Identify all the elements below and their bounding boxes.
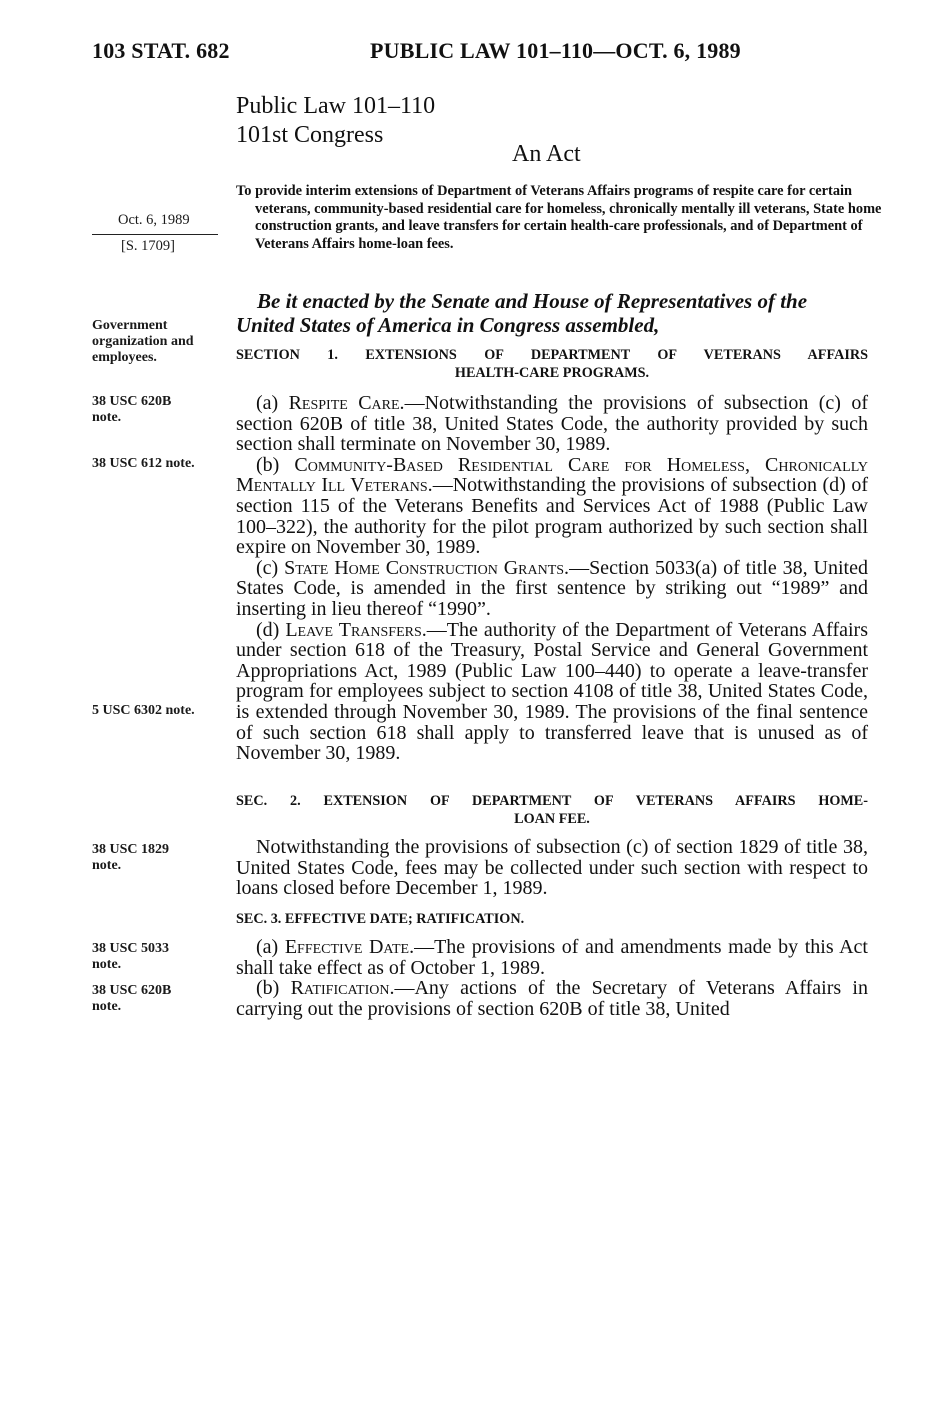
subsection-3b (236, 978, 868, 1019)
margin-note-612: 38 USC 612 note. (92, 456, 195, 471)
section-1-heading (236, 346, 868, 382)
margin-note-line: Government (92, 318, 168, 333)
subsection-caption: Ratification. (290, 977, 395, 1000)
margin-note-line: employees. (92, 350, 157, 365)
margin-note-line: note. (92, 858, 122, 873)
margin-note-government (92, 318, 194, 366)
subsection-label: (d) (256, 618, 286, 641)
margin-note-line: 38 USC 5033 (92, 941, 170, 956)
margin-note-line: organization and (92, 334, 194, 349)
subsection-caption: Effective Date. (284, 936, 415, 958)
margin-note-line: note. (92, 410, 122, 425)
section-heading-line: SEC. 2. EXTENSION OF DEPARTMENT OF VETERANS AFFAIRS HOME- (236, 793, 868, 809)
section-heading-line: HEALTH-CARE PROGRAMS. (454, 365, 650, 381)
subsection-caption: State Home Construction Grants. (284, 556, 570, 579)
subsection-1c (236, 558, 868, 620)
subsection-3a (236, 937, 868, 978)
subsection-1a (236, 393, 868, 455)
section-3-body (236, 937, 868, 1019)
margin-date: Oct. 6, 1989 (118, 212, 190, 228)
subsection-1d (236, 620, 868, 764)
law-number: Public Law 101–110 (236, 93, 436, 119)
section-2-text: Notwithstanding the provisions of subsection (c) of section 1829 of title 38, United States Code, fees may be collected under such section with respect to loans closed before December 1, 1989. (236, 836, 868, 900)
margin-note-line: note. (92, 957, 122, 972)
subsection-caption: Respite Care. (288, 392, 405, 414)
section-heading-line: LOAN FEE. (514, 811, 590, 827)
an-act-heading: An Act (512, 141, 581, 167)
subsection-text: —Section 5033(a) of title 38, United States Code, is amended in the first sentence by striking out “1989” and inserting in lieu thereof “1990”. (236, 556, 868, 620)
margin-note-6302: 5 USC 6302 note. (92, 703, 195, 718)
margin-note-line: 38 USC 620B (92, 983, 172, 998)
section-heading-line: SECTION 1. EXTENSIONS OF DEPARTMENT OF VETERANS AFFAIRS (236, 347, 868, 363)
subsection-text: —Any actions of the Secretary of Veterans Affairs in carrying out the provisions of section 620B of title 38, United (236, 977, 868, 1020)
act-purpose: To provide interim extensions of Department of Veterans Affairs programs of respite care for certain veterans, community-based residential care for homeless, chronically mentally ill veterans, State home construction grants, and leave transfers for certain health-care professionals, and of Department of Veterans Affairs home-loan fees. (236, 183, 882, 252)
subsection-label: (b) (256, 453, 295, 476)
page-stat-number: 103 STAT. 682 (92, 38, 230, 63)
margin-note-620b (92, 394, 171, 426)
margin-divider (92, 234, 218, 235)
section-2-heading (236, 792, 868, 828)
subsection-caption: Leave Transfers. (285, 618, 427, 641)
section-heading-line: SEC. 3. EFFECTIVE DATE; RATIFICATION. (236, 911, 525, 927)
subsection-caption: Community-Based Residential Care for Homeless, Chronically Mentally Ill Veterans. (236, 453, 868, 497)
subsection-label: (c) (256, 556, 285, 579)
section-1-body (236, 393, 868, 764)
subsection-label: (a) (256, 936, 285, 958)
section-2-body (236, 837, 868, 899)
margin-note-620b-2 (92, 983, 171, 1015)
subsection-text: —The authority of the Department of Veterans Affairs under section 618 of the Treasury, Postal Service and General Government Appropriations Act, 1989 (Public Law 100–440) to operate a leave-transfer program for employees subject to section 4108 of title 38, United States Code, is extended through November 30, 1989. The provisions of the final sentence of such section 618 shall apply to transferred leave that is unused as of November 30, 1989. (236, 618, 868, 765)
enacting-clause: Be it enacted by the Senate and House of Representatives of the United States of America in Congress assembled, (236, 289, 808, 337)
section-3-heading (236, 910, 868, 928)
margin-note-line: 38 USC 620B (92, 394, 172, 409)
subsection-label: (b) (256, 977, 291, 1000)
subsection-1b (236, 455, 868, 558)
margin-note-5033 (92, 941, 169, 973)
congress-number: 101st Congress (236, 122, 384, 148)
subsection-label: (a) (256, 392, 289, 414)
margin-bill-number: [S. 1709] (121, 238, 175, 254)
margin-note-1829 (92, 842, 169, 874)
margin-note-line: 38 USC 1829 (92, 842, 170, 857)
subsection-text: —The provisions of and amendments made by this Act shall take effect as of October 1, 1989. (236, 936, 868, 979)
running-header: PUBLIC LAW 101–110—OCT. 6, 1989 (370, 38, 741, 63)
margin-note-line: note. (92, 999, 122, 1014)
subsection-text: —Notwithstanding the provisions of subsection (d) of section 115 of the Veterans Benefits and Services Act of 1988 (Public Law 100–322), the authority for the pilot program authorized by such section shall expire on November 30, 1989. (236, 474, 868, 559)
subsection-text: —Notwithstanding the provisions of subsection (c) of section 620B of title 38, United States Code, the authority provided by such section shall terminate on November 30, 1989. (236, 392, 868, 456)
law-title-block (236, 92, 435, 150)
